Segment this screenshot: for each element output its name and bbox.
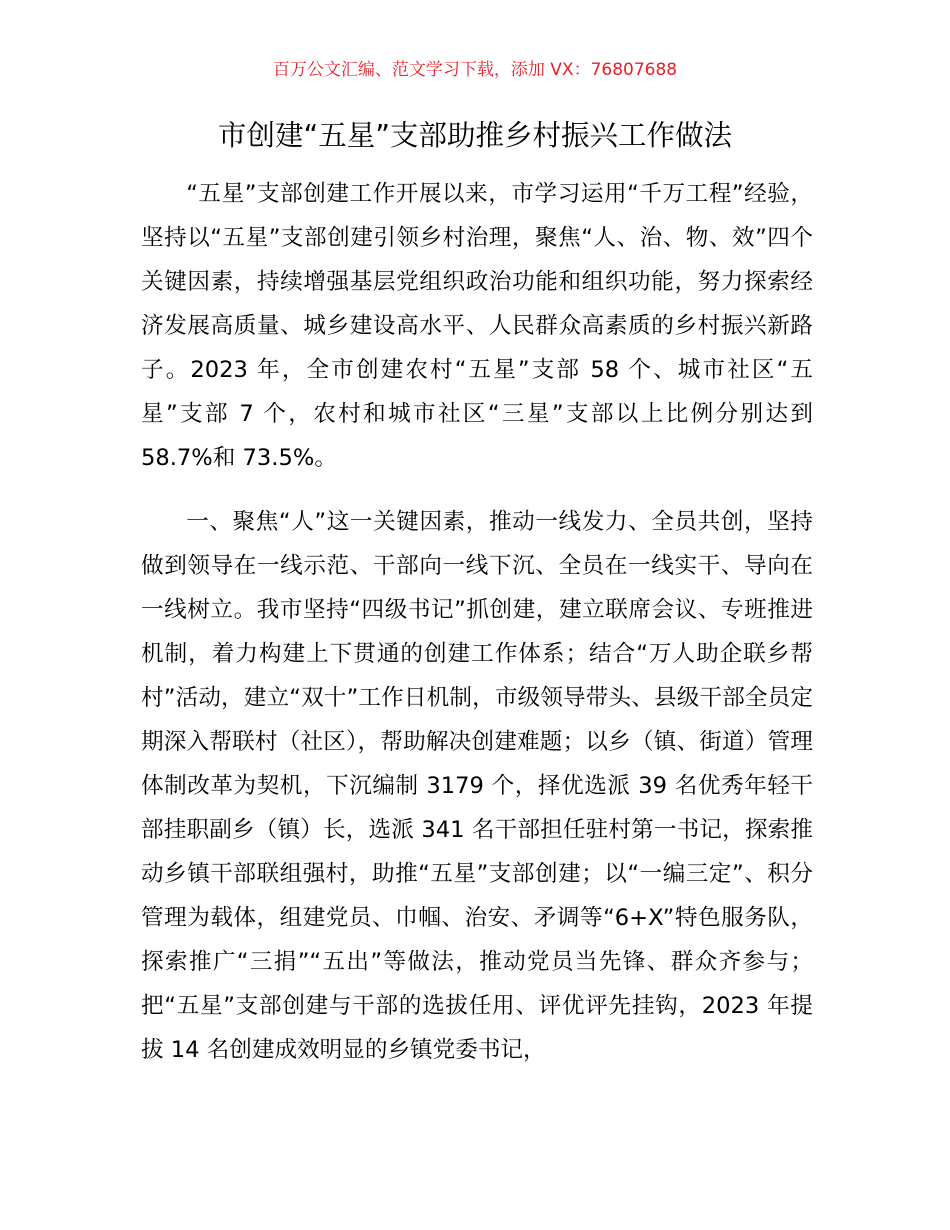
header-note: 百万公文汇编、范文学习下载，添加 VX：76807688 (272, 60, 678, 80)
document-title: 市创建“五星”支部助推乡村振兴工作做法 (217, 119, 733, 152)
paragraph: “五星”支部创建工作开展以来，市学习运用“千万工程”经验，坚持以“五星”支部创建引领乡村治理，聚焦“人、治、物、效”四个关键因素，持续增强基层党组织政治功能和组织功能，努力探索经济发展高质量、城乡建设高水平、人民群众高素质的乡村振兴新路子。2023 年，全市创建农村“五星”支部 58 个、城市社区“五星”支部 7 个，农村和城市社区“三星”支部以上比例分别达到 58.7%和 73.5%。 (141, 181, 813, 471)
paragraph: 一、聚焦“人”这一关键因素，推动一线发力、全员共创，坚持做到领导在一线示范、干部向一线下沉、全员在一线实干、导向在一线树立。我市坚持“四级书记”抓创建，建立联席会议、专班推进机制，着力构建上下贯通的创建工作体系；结合“万人助企联乡帮村”活动，建立“双十”工作日机制，市级领导带头、县级干部全员定期深入帮联村（社区），帮助解决创建难题；以乡（镇、街道）管理体制改革为契机，下沉编制 3179 个，择优选派 39 名优秀年轻干部挂职副乡（镇）长，选派 341 名干部担任驻村第一书记，探索推动乡镇干部联组强村，助推“五星”支部创建；以“一编三定”、积分管理为载体，组建党员、巾帼、治安、矛调等“6+X”特色服务队，探索推广“三捐”“五出”等做法，推动党员当先锋、群众齐参与；把“五星”支部创建与干部的选拔任用、评优评先挂钩，2023 年提拔 14 名创建成效明显的乡镇党委书记， (141, 509, 813, 1063)
document-body (141, 172, 813, 1072)
